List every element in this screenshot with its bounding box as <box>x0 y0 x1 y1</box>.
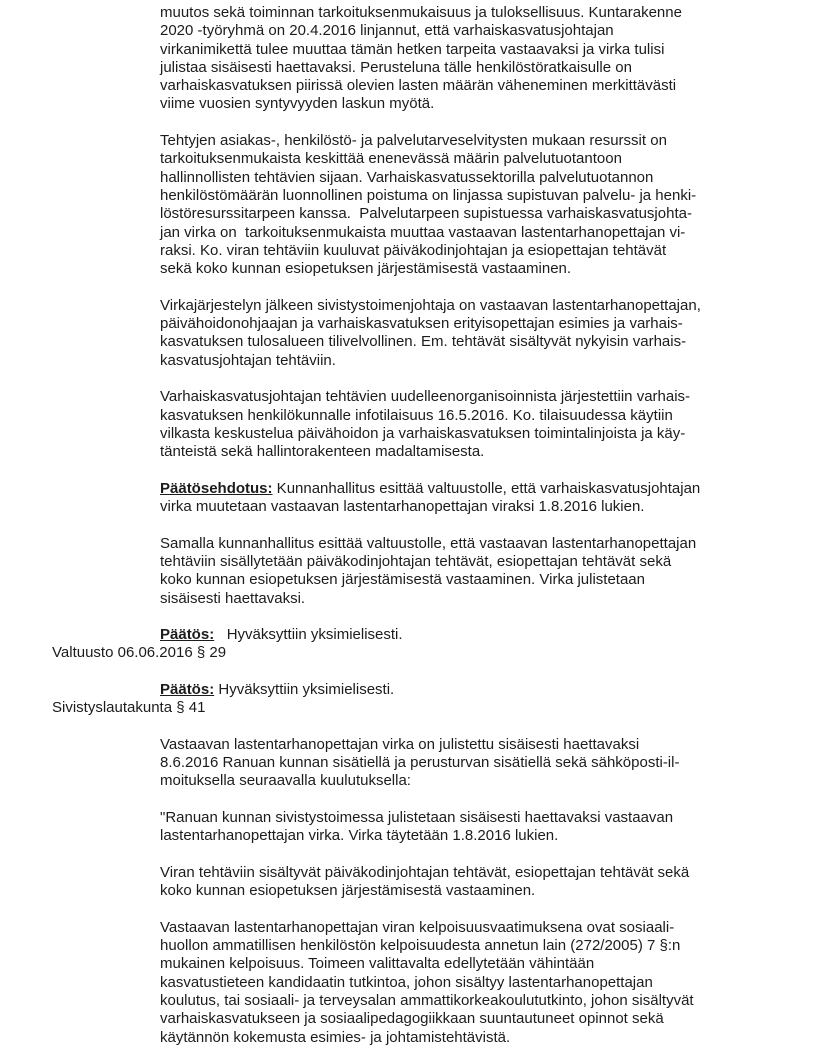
text-line: huollon ammatillisen henkilöstön kelpoisuudesta annetun lain (272/2005) 7 §:n <box>160 937 681 955</box>
text-line: koko kunnan esiopetuksen järjestämisestä vastaaminen. <box>160 882 536 900</box>
text-line: 2020 -työryhmä on 20.4.2016 linjannut, että varhaiskasvatusjohtajan <box>160 22 614 40</box>
text-line: varhaiskasvatukseen ja sosiaalipedagogiikkaan suuntautuneet opinnot sekä <box>160 1010 664 1028</box>
decision-label: Päätös: <box>160 626 215 644</box>
text-line: 8.6.2016 Ranuan kunnan sisätiellä ja perusturvan sisätiellä sekä sähköposti-il- <box>160 754 680 772</box>
decision-label: Päätös: <box>160 680 215 698</box>
text-line: kasvatusjohtajan tehtäviin. <box>160 351 336 369</box>
paragraph-intro <box>160 4 816 114</box>
text-line: Vastaavan lastentarhanopettajan virka on julistettu sisäisesti haettavaksi <box>160 735 640 753</box>
decision-source: Valtuusto 06.06.2016 § 29 <box>52 644 227 662</box>
text-line: Varhaiskasvatusjohtajan tehtävien uudelleenorganisoinnista järjestettiin varhais- <box>160 388 691 406</box>
decision-proposal-line-1 <box>160 480 816 498</box>
decision-proposal-paragraph <box>160 480 816 517</box>
text-line: moituksella seuraavalla kuulutuksella: <box>160 772 411 790</box>
text-line: käytännön kokemusta esimies- ja johtamistehtävistä. <box>160 1028 511 1046</box>
text-line: kasvatustieteen kandidaatin tutkintoa, johon sisältyy lastentarhanopettajan <box>160 973 653 991</box>
text-line: Vastaavan lastentarhanopettajan viran kelpoisuusvaatimuksena ovat sosiaali- <box>160 918 675 936</box>
text-line: viime vuosien syntyvyyden laskun myötä. <box>160 95 435 113</box>
text-line: julistaa sisäisesti haettavaksi. Perusteluna tälle henkilöstöratkaisulle on <box>160 58 632 76</box>
text-line: tänteistä sekä hallintorakenteen madaltamisesta. <box>160 443 485 461</box>
paragraph-kelpoisuus <box>160 919 816 1047</box>
text-line: raksi. Ko. viran tehtäviin kuuluvat päiväkodinjohtajan ja esiopettajan tehtävät <box>160 241 667 259</box>
text-line: Virkajärjestelyn jälkeen sivistystoimenjohtaja on vastaavan lastentarhanopettajan, <box>160 296 701 314</box>
text-line: Tehtyjen asiakas-, henkilöstö- ja palvelutarveselvitysten mukaan resurssit on <box>160 132 667 150</box>
text-line: Viran tehtäviin sisältyvät päiväkodinjohtajan tehtävät, esiopettajan tehtävät sekä <box>160 863 690 881</box>
text-line: virkanimikettä tulee muuttaa tämän hetken tarpeita vastaavaksi ja virka tulisi <box>160 40 665 58</box>
decision-block-valtuusto <box>0 626 816 663</box>
paragraph-kuulutus-intro <box>160 736 816 791</box>
decision-text: Hyväksyttiin yksimielisesti. <box>214 680 395 698</box>
text-line: jan virka on tarkoituksenmukaista muuttaa vastaavan lastentarhanopettajan vi- <box>160 223 686 241</box>
text-line: koulutus, tai sosiaali- ja terveysalan ammattikorkeakoulututkinto, johon sisältyvät <box>160 992 694 1010</box>
text-line: kasvatuksen henkilökunnalle infotilaisuus 16.5.2016. Ko. tilaisuudessa käytiin <box>160 406 673 424</box>
decision-line <box>160 681 816 699</box>
text-line: mukainen kelpoisuus. Toimeen valittavalta edellytetään vähintään <box>160 955 595 973</box>
decision-proposal-label: Päätösehdotus: <box>160 479 273 497</box>
decision-line <box>160 626 816 644</box>
text-line: Samalla kunnanhallitus esittää valtuustolle, että vastaavan lastentarhanopettajan <box>160 534 697 552</box>
paragraph-virkajarjestely <box>160 297 816 370</box>
text-line: henkilöstömäärän luonnollinen poistuma on linjassa supistuvan palvelu- ja henki- <box>160 186 697 204</box>
text-line: tarkoituksenmukaista keskittää enenevässä määrin palvelutuotantoon <box>160 150 622 168</box>
text-line: tehtäviin sisällytetään päiväkodinjohtajan tehtävät, esiopettajan tehtävät sekä <box>160 552 672 570</box>
text-line: varhaiskasvatuksen piirissä olevien lasten määrän väheneminen merkittävästi <box>160 77 677 95</box>
paragraph-kuulutus-quote <box>160 809 816 846</box>
paragraph-infotilaisuus <box>160 388 816 461</box>
paragraph-viran-tehtavat <box>160 864 816 901</box>
text-line: hallinnollisten tehtävien sijaan. Varhaiskasvatussektorilla palvelutuotannon <box>160 168 654 186</box>
text-line: lastentarhanopettajan virka. Virka täytetään 1.8.2016 lukien. <box>160 827 559 845</box>
text-line: "Ranuan kunnan sivistystoimessa julistetaan sisäisesti haettavaksi vastaavan <box>160 809 674 827</box>
decision-text: Hyväksyttiin yksimielisesti. <box>214 626 403 644</box>
text-line: sekä koko kunnan esiopetuksen järjestämisestä vastaaminen. <box>160 260 572 278</box>
text-line: kasvatuksen tulosalueen tilivelvollinen. Em. tehtävät sisältyvät nykyisin varhais- <box>160 333 687 351</box>
text-line: päivähoidonohjaajan ja varhaiskasvatuksen erityisopettajan esimies ja varhais- <box>160 315 683 333</box>
text-line: koko kunnan esiopetuksen järjestämisestä vastaaminen. Virka julistetaan <box>160 571 645 589</box>
paragraph-samalla <box>160 535 816 608</box>
decision-proposal-line-2: virka muutetaan vastaavan lastentarhanopettajan viraksi 1.8.2016 lukien. <box>160 498 645 516</box>
text-line: vilkasta keskustelua päivähoidon ja varhaiskasvatuksen toimintalinjoista ja käy- <box>160 424 686 442</box>
text-line: muutos sekä toiminnan tarkoituksenmukaisuus ja tuloksellisuus. Kuntarakenne <box>160 4 682 21</box>
decision-block-sivistyslautakunta <box>0 681 816 718</box>
text-line: sisäisesti haettavaksi. <box>160 589 306 607</box>
text-line: löstöresurssitarpeen kanssa. Palvelutarpeen supistuessa varhaiskasvatusjohta- <box>160 205 692 223</box>
decision-source: Sivistyslautakunta § 41 <box>52 699 206 717</box>
paragraph-resources <box>160 132 816 278</box>
decision-proposal-text: Kunnanhallitus esittää valtuustolle, että varhaiskasvatusjohtajan <box>272 479 701 497</box>
